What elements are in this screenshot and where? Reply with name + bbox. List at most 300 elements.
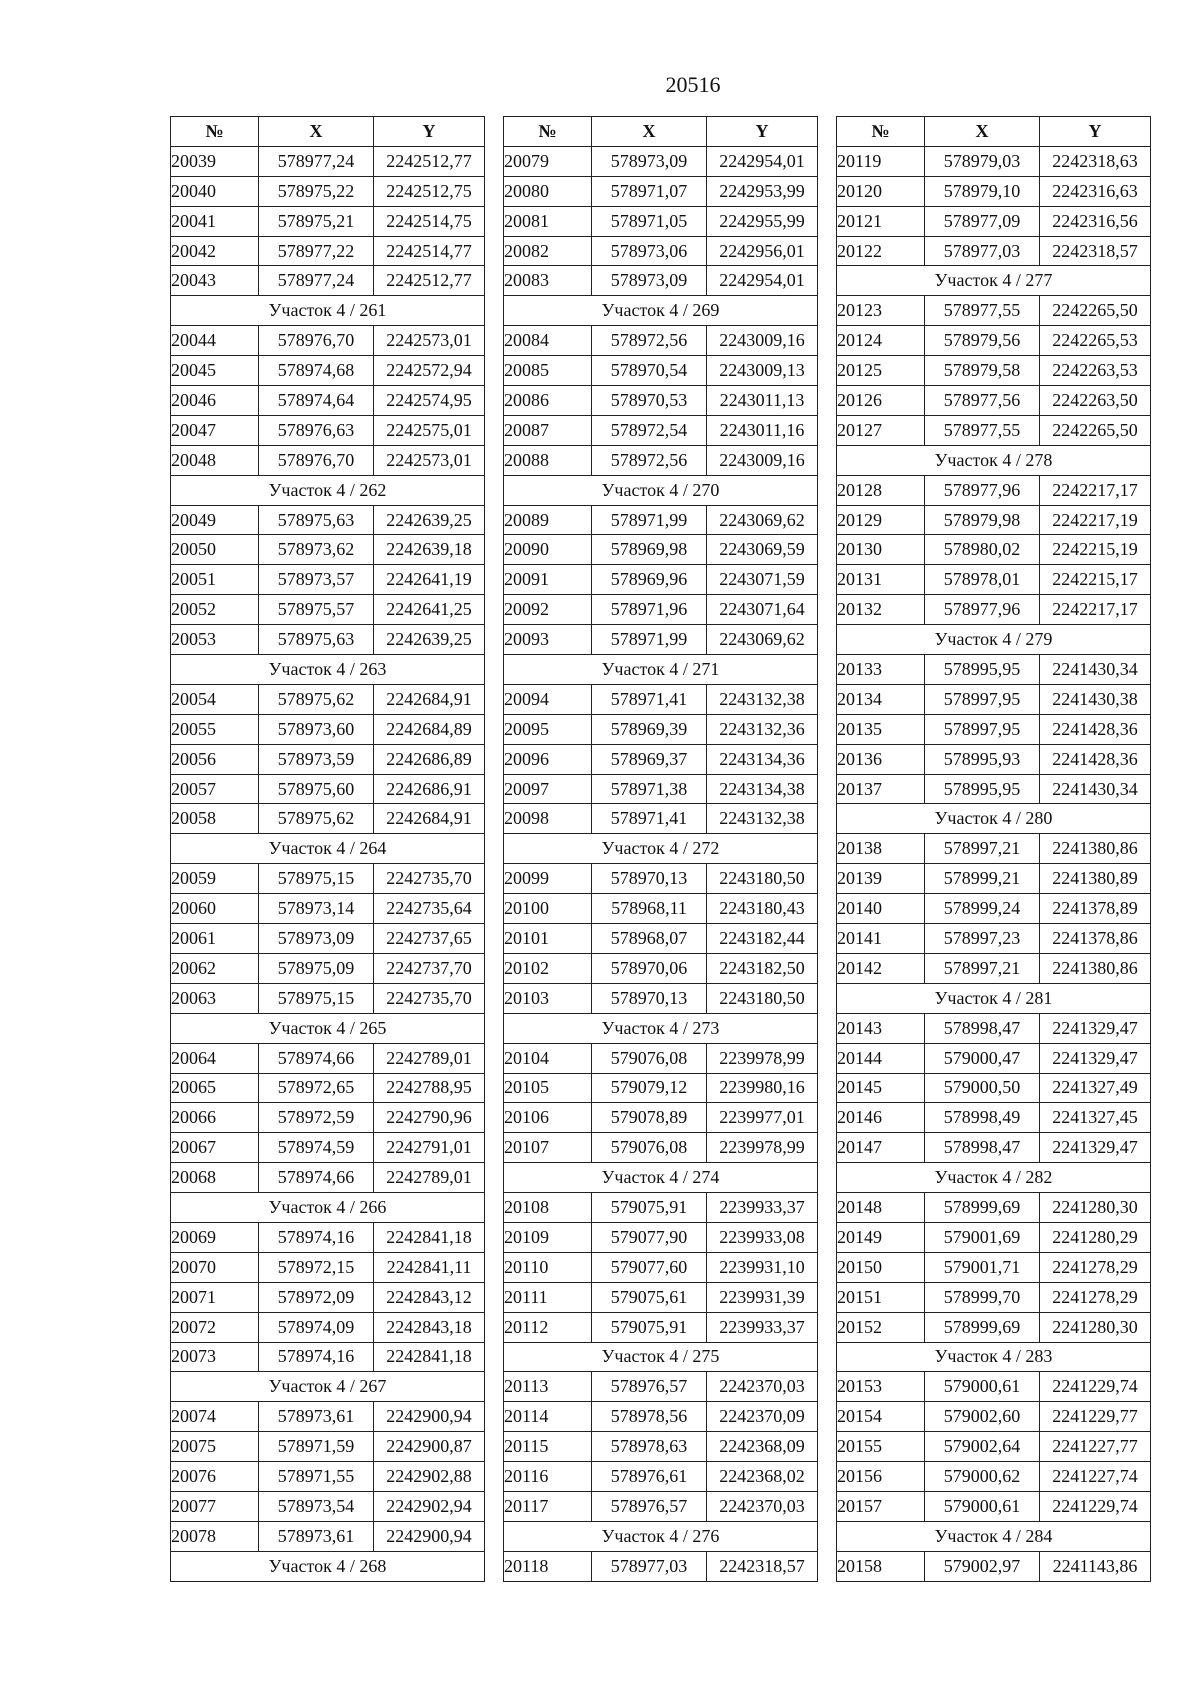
section-row [504, 1342, 818, 1372]
table-row [837, 1103, 1151, 1133]
table-row [837, 1282, 1151, 1312]
point-number: 20083 [504, 266, 592, 296]
x-coordinate: 579002,60 [925, 1402, 1040, 1432]
section-row [171, 834, 485, 864]
x-coordinate: 578973,62 [259, 535, 374, 565]
x-coordinate: 578979,03 [925, 146, 1040, 176]
point-number: 20050 [171, 535, 259, 565]
point-number: 20075 [171, 1432, 259, 1462]
table-row [504, 1073, 818, 1103]
y-coordinate: 2242316,63 [1040, 176, 1151, 206]
x-coordinate: 578971,41 [592, 684, 707, 714]
y-coordinate: 2241380,86 [1040, 953, 1151, 983]
y-coordinate: 2241329,47 [1040, 1043, 1151, 1073]
header-y: Y [707, 117, 818, 147]
point-number: 20141 [837, 924, 925, 954]
table-row [837, 1402, 1151, 1432]
point-number: 20138 [837, 834, 925, 864]
table-row [171, 1073, 485, 1103]
x-coordinate: 578973,59 [259, 744, 374, 774]
table-row [504, 565, 818, 595]
table-row [837, 1193, 1151, 1223]
point-number: 20144 [837, 1043, 925, 1073]
y-coordinate: 2242955,99 [707, 206, 818, 236]
table-row [504, 894, 818, 924]
y-coordinate: 2243009,16 [707, 326, 818, 356]
table-row [171, 595, 485, 625]
y-coordinate: 2242843,12 [374, 1282, 485, 1312]
x-coordinate: 578976,61 [592, 1462, 707, 1492]
point-number: 20073 [171, 1342, 259, 1372]
point-number: 20069 [171, 1222, 259, 1252]
x-coordinate: 578999,24 [925, 894, 1040, 924]
point-number: 20136 [837, 744, 925, 774]
section-label: Участок 4 / 270 [504, 475, 818, 505]
section-label: Участок 4 / 284 [837, 1521, 1151, 1551]
y-coordinate: 2241278,29 [1040, 1282, 1151, 1312]
point-number: 20121 [837, 206, 925, 236]
x-coordinate: 578971,38 [592, 774, 707, 804]
table-row [504, 535, 818, 565]
x-coordinate: 578970,13 [592, 983, 707, 1013]
x-coordinate: 578970,06 [592, 953, 707, 983]
table-row [171, 505, 485, 535]
point-number: 20143 [837, 1013, 925, 1043]
table-row [504, 864, 818, 894]
section-label: Участок 4 / 266 [171, 1193, 485, 1223]
x-coordinate: 578971,59 [259, 1432, 374, 1462]
x-coordinate: 578976,70 [259, 445, 374, 475]
y-coordinate: 2243071,64 [707, 595, 818, 625]
y-coordinate: 2242737,65 [374, 924, 485, 954]
point-number: 20057 [171, 774, 259, 804]
point-number: 20082 [504, 236, 592, 266]
x-coordinate: 579001,71 [925, 1252, 1040, 1282]
point-number: 20106 [504, 1103, 592, 1133]
section-row [171, 1013, 485, 1043]
point-number: 20084 [504, 326, 592, 356]
point-number: 20152 [837, 1312, 925, 1342]
table-row [171, 1103, 485, 1133]
y-coordinate: 2242735,64 [374, 894, 485, 924]
y-coordinate: 2239978,99 [707, 1043, 818, 1073]
section-row [837, 266, 1151, 296]
y-coordinate: 2242841,18 [374, 1222, 485, 1252]
y-coordinate: 2242902,94 [374, 1491, 485, 1521]
x-coordinate: 578977,96 [925, 475, 1040, 505]
x-coordinate: 578970,53 [592, 386, 707, 416]
point-number: 20099 [504, 864, 592, 894]
point-number: 20135 [837, 714, 925, 744]
y-coordinate: 2243132,38 [707, 804, 818, 834]
section-label: Участок 4 / 276 [504, 1521, 818, 1551]
x-coordinate: 578973,09 [592, 146, 707, 176]
y-coordinate: 2242265,50 [1040, 296, 1151, 326]
point-number: 20091 [504, 565, 592, 595]
point-number: 20095 [504, 714, 592, 744]
x-coordinate: 578974,16 [259, 1222, 374, 1252]
section-row [504, 834, 818, 864]
table-row [171, 774, 485, 804]
point-number: 20063 [171, 983, 259, 1013]
section-row [504, 1163, 818, 1193]
x-coordinate: 578999,69 [925, 1312, 1040, 1342]
y-coordinate: 2243134,36 [707, 744, 818, 774]
point-number: 20153 [837, 1372, 925, 1402]
table-row [837, 744, 1151, 774]
y-coordinate: 2242573,01 [374, 326, 485, 356]
point-number: 20119 [837, 146, 925, 176]
table-row [171, 1462, 485, 1492]
table-row [504, 206, 818, 236]
header-number: № [504, 117, 592, 147]
point-number: 20051 [171, 565, 259, 595]
x-coordinate: 578980,02 [925, 535, 1040, 565]
point-number: 20086 [504, 386, 592, 416]
table-row [837, 415, 1151, 445]
y-coordinate: 2242639,18 [374, 535, 485, 565]
y-coordinate: 2242512,75 [374, 176, 485, 206]
point-number: 20096 [504, 744, 592, 774]
table-row [504, 1491, 818, 1521]
table-row [504, 1462, 818, 1492]
point-number: 20039 [171, 146, 259, 176]
x-coordinate: 578977,22 [259, 236, 374, 266]
table-row [504, 983, 818, 1013]
table-row [504, 1103, 818, 1133]
x-coordinate: 578975,60 [259, 774, 374, 804]
x-coordinate: 578971,41 [592, 804, 707, 834]
header-x: X [259, 117, 374, 147]
table-row [504, 1222, 818, 1252]
table-row [837, 655, 1151, 685]
table-row [837, 1252, 1151, 1282]
point-number: 20111 [504, 1282, 592, 1312]
y-coordinate: 2241327,49 [1040, 1073, 1151, 1103]
x-coordinate: 579000,62 [925, 1462, 1040, 1492]
y-coordinate: 2242265,50 [1040, 415, 1151, 445]
table-row [837, 953, 1151, 983]
x-coordinate: 579001,69 [925, 1222, 1040, 1252]
y-coordinate: 2239931,39 [707, 1282, 818, 1312]
section-row [171, 655, 485, 685]
table-row [504, 625, 818, 655]
section-row [837, 625, 1151, 655]
y-coordinate: 2242735,70 [374, 864, 485, 894]
table-row [171, 1252, 485, 1282]
table-row [837, 356, 1151, 386]
x-coordinate: 578995,93 [925, 744, 1040, 774]
y-coordinate: 2242790,96 [374, 1103, 485, 1133]
x-coordinate: 579075,91 [592, 1193, 707, 1223]
x-coordinate: 579077,60 [592, 1252, 707, 1282]
section-row [171, 1551, 485, 1581]
point-number: 20145 [837, 1073, 925, 1103]
point-number: 20079 [504, 146, 592, 176]
point-number: 20129 [837, 505, 925, 535]
x-coordinate: 578975,09 [259, 953, 374, 983]
y-coordinate: 2242316,56 [1040, 206, 1151, 236]
point-number: 20088 [504, 445, 592, 475]
point-number: 20059 [171, 864, 259, 894]
point-number: 20113 [504, 1372, 592, 1402]
section-label: Участок 4 / 271 [504, 655, 818, 685]
point-number: 20112 [504, 1312, 592, 1342]
section-row [837, 983, 1151, 1013]
table-row [504, 1372, 818, 1402]
y-coordinate: 2239931,10 [707, 1252, 818, 1282]
y-coordinate: 2241428,36 [1040, 744, 1151, 774]
section-label: Участок 4 / 267 [171, 1372, 485, 1402]
point-number: 20157 [837, 1491, 925, 1521]
point-number: 20104 [504, 1043, 592, 1073]
page-number: 20516 [665, 72, 721, 97]
table-row [171, 445, 485, 475]
x-coordinate: 578975,15 [259, 864, 374, 894]
table-row [504, 924, 818, 954]
section-label: Участок 4 / 262 [171, 475, 485, 505]
point-number: 20098 [504, 804, 592, 834]
table-row [837, 774, 1151, 804]
x-coordinate: 579002,97 [925, 1551, 1040, 1581]
x-coordinate: 578973,61 [259, 1521, 374, 1551]
point-number: 20060 [171, 894, 259, 924]
x-coordinate: 578977,55 [925, 415, 1040, 445]
point-number: 20094 [504, 684, 592, 714]
point-number: 20158 [837, 1551, 925, 1581]
table-row [837, 535, 1151, 565]
y-coordinate: 2241327,45 [1040, 1103, 1151, 1133]
x-coordinate: 579079,12 [592, 1073, 707, 1103]
coordinates-table [836, 116, 1151, 1582]
point-number: 20045 [171, 356, 259, 386]
x-coordinate: 578975,62 [259, 684, 374, 714]
section-label: Участок 4 / 279 [837, 625, 1151, 655]
section-label: Участок 4 / 265 [171, 1013, 485, 1043]
point-number: 20053 [171, 625, 259, 655]
x-coordinate: 578973,09 [259, 924, 374, 954]
y-coordinate: 2241430,38 [1040, 684, 1151, 714]
y-coordinate: 2239978,99 [707, 1133, 818, 1163]
point-number: 20093 [504, 625, 592, 655]
table-row [837, 1133, 1151, 1163]
x-coordinate: 578997,95 [925, 714, 1040, 744]
point-number: 20110 [504, 1252, 592, 1282]
table-row [171, 565, 485, 595]
section-label: Участок 4 / 268 [171, 1551, 485, 1581]
x-coordinate: 578971,07 [592, 176, 707, 206]
x-coordinate: 578974,59 [259, 1133, 374, 1163]
x-coordinate: 578979,58 [925, 356, 1040, 386]
section-label: Участок 4 / 269 [504, 296, 818, 326]
table-row [504, 684, 818, 714]
x-coordinate: 578975,63 [259, 505, 374, 535]
x-coordinate: 578998,49 [925, 1103, 1040, 1133]
table-row [171, 714, 485, 744]
point-number: 20128 [837, 475, 925, 505]
y-coordinate: 2243069,59 [707, 535, 818, 565]
x-coordinate: 578972,09 [259, 1282, 374, 1312]
table-row [837, 1073, 1151, 1103]
point-number: 20078 [171, 1521, 259, 1551]
point-number: 20124 [837, 326, 925, 356]
point-number: 20107 [504, 1133, 592, 1163]
section-label: Участок 4 / 277 [837, 266, 1151, 296]
point-number: 20072 [171, 1312, 259, 1342]
y-coordinate: 2242900,87 [374, 1432, 485, 1462]
table-row [837, 864, 1151, 894]
x-coordinate: 578973,61 [259, 1402, 374, 1432]
table-row [171, 1043, 485, 1073]
point-number: 20122 [837, 236, 925, 266]
point-number: 20116 [504, 1462, 592, 1492]
point-number: 20076 [171, 1462, 259, 1492]
table-row [837, 326, 1151, 356]
y-coordinate: 2242512,77 [374, 146, 485, 176]
point-number: 20137 [837, 774, 925, 804]
point-number: 20103 [504, 983, 592, 1013]
y-coordinate: 2242684,89 [374, 714, 485, 744]
y-coordinate: 2243132,36 [707, 714, 818, 744]
point-number: 20100 [504, 894, 592, 924]
x-coordinate: 578978,56 [592, 1402, 707, 1432]
point-number: 20108 [504, 1193, 592, 1223]
section-label: Участок 4 / 273 [504, 1013, 818, 1043]
point-number: 20071 [171, 1282, 259, 1312]
table-row [837, 894, 1151, 924]
table-row [504, 176, 818, 206]
y-coordinate: 2241143,86 [1040, 1551, 1151, 1581]
point-number: 20048 [171, 445, 259, 475]
table-row [504, 146, 818, 176]
point-number: 20114 [504, 1402, 592, 1432]
x-coordinate: 578974,66 [259, 1043, 374, 1073]
table-row [504, 1043, 818, 1073]
table-row [837, 1432, 1151, 1462]
section-row [171, 296, 485, 326]
table-row [504, 386, 818, 416]
y-coordinate: 2242789,01 [374, 1043, 485, 1073]
x-coordinate: 578970,54 [592, 356, 707, 386]
section-row [504, 475, 818, 505]
section-row [504, 1521, 818, 1551]
table-row [504, 1402, 818, 1432]
x-coordinate: 578968,11 [592, 894, 707, 924]
point-number: 20061 [171, 924, 259, 954]
x-coordinate: 578999,70 [925, 1282, 1040, 1312]
point-number: 20142 [837, 953, 925, 983]
section-label: Участок 4 / 281 [837, 983, 1151, 1013]
table-row [171, 1342, 485, 1372]
x-coordinate: 578997,95 [925, 684, 1040, 714]
section-row [504, 655, 818, 685]
y-coordinate: 2243009,13 [707, 356, 818, 386]
table-row [837, 206, 1151, 236]
table-row [837, 296, 1151, 326]
x-coordinate: 578973,09 [592, 266, 707, 296]
x-coordinate: 578998,47 [925, 1133, 1040, 1163]
x-coordinate: 578969,37 [592, 744, 707, 774]
x-coordinate: 578974,64 [259, 386, 374, 416]
x-coordinate: 578973,60 [259, 714, 374, 744]
y-coordinate: 2242265,53 [1040, 326, 1151, 356]
y-coordinate: 2241380,89 [1040, 864, 1151, 894]
table-row [171, 1491, 485, 1521]
y-coordinate: 2243011,16 [707, 415, 818, 445]
table-row [837, 565, 1151, 595]
y-coordinate: 2242318,57 [1040, 236, 1151, 266]
y-coordinate: 2239977,01 [707, 1103, 818, 1133]
y-coordinate: 2241380,86 [1040, 834, 1151, 864]
point-number: 20151 [837, 1282, 925, 1312]
table-row [171, 1402, 485, 1432]
table-row [504, 266, 818, 296]
y-coordinate: 2243132,38 [707, 684, 818, 714]
y-coordinate: 2242368,02 [707, 1462, 818, 1492]
y-coordinate: 2243180,43 [707, 894, 818, 924]
point-number: 20139 [837, 864, 925, 894]
table-row [171, 625, 485, 655]
table-row [171, 356, 485, 386]
x-coordinate: 578975,57 [259, 595, 374, 625]
y-coordinate: 2239933,37 [707, 1312, 818, 1342]
table-row [171, 1312, 485, 1342]
table-row [171, 176, 485, 206]
y-coordinate: 2242843,18 [374, 1312, 485, 1342]
y-coordinate: 2242684,91 [374, 804, 485, 834]
point-number: 20062 [171, 953, 259, 983]
table-row [837, 505, 1151, 535]
x-coordinate: 579002,64 [925, 1432, 1040, 1462]
y-coordinate: 2241430,34 [1040, 774, 1151, 804]
y-coordinate: 2242954,01 [707, 146, 818, 176]
table-row [504, 953, 818, 983]
point-number: 20123 [837, 296, 925, 326]
coordinates-table [170, 116, 485, 1582]
y-coordinate: 2243180,50 [707, 983, 818, 1013]
y-coordinate: 2243069,62 [707, 505, 818, 535]
x-coordinate: 578999,21 [925, 864, 1040, 894]
y-coordinate: 2242841,18 [374, 1342, 485, 1372]
point-number: 20080 [504, 176, 592, 206]
x-coordinate: 578973,14 [259, 894, 374, 924]
header-row [837, 117, 1151, 147]
table-row [171, 953, 485, 983]
table-row [504, 744, 818, 774]
y-coordinate: 2242318,57 [707, 1551, 818, 1581]
y-coordinate: 2241229,77 [1040, 1402, 1151, 1432]
y-coordinate: 2241229,74 [1040, 1372, 1151, 1402]
point-number: 20055 [171, 714, 259, 744]
section-label: Участок 4 / 283 [837, 1342, 1151, 1372]
y-coordinate: 2241227,74 [1040, 1462, 1151, 1492]
point-number: 20068 [171, 1163, 259, 1193]
x-coordinate: 578974,68 [259, 356, 374, 386]
x-coordinate: 578977,03 [925, 236, 1040, 266]
y-coordinate: 2243134,38 [707, 774, 818, 804]
x-coordinate: 578971,96 [592, 595, 707, 625]
table-row [837, 386, 1151, 416]
table-row [504, 1193, 818, 1223]
point-number: 20120 [837, 176, 925, 206]
table-row [837, 595, 1151, 625]
table-row [171, 386, 485, 416]
x-coordinate: 578972,56 [592, 326, 707, 356]
y-coordinate: 2242735,70 [374, 983, 485, 1013]
y-coordinate: 2242639,25 [374, 625, 485, 655]
x-coordinate: 578972,59 [259, 1103, 374, 1133]
y-coordinate: 2243009,16 [707, 445, 818, 475]
